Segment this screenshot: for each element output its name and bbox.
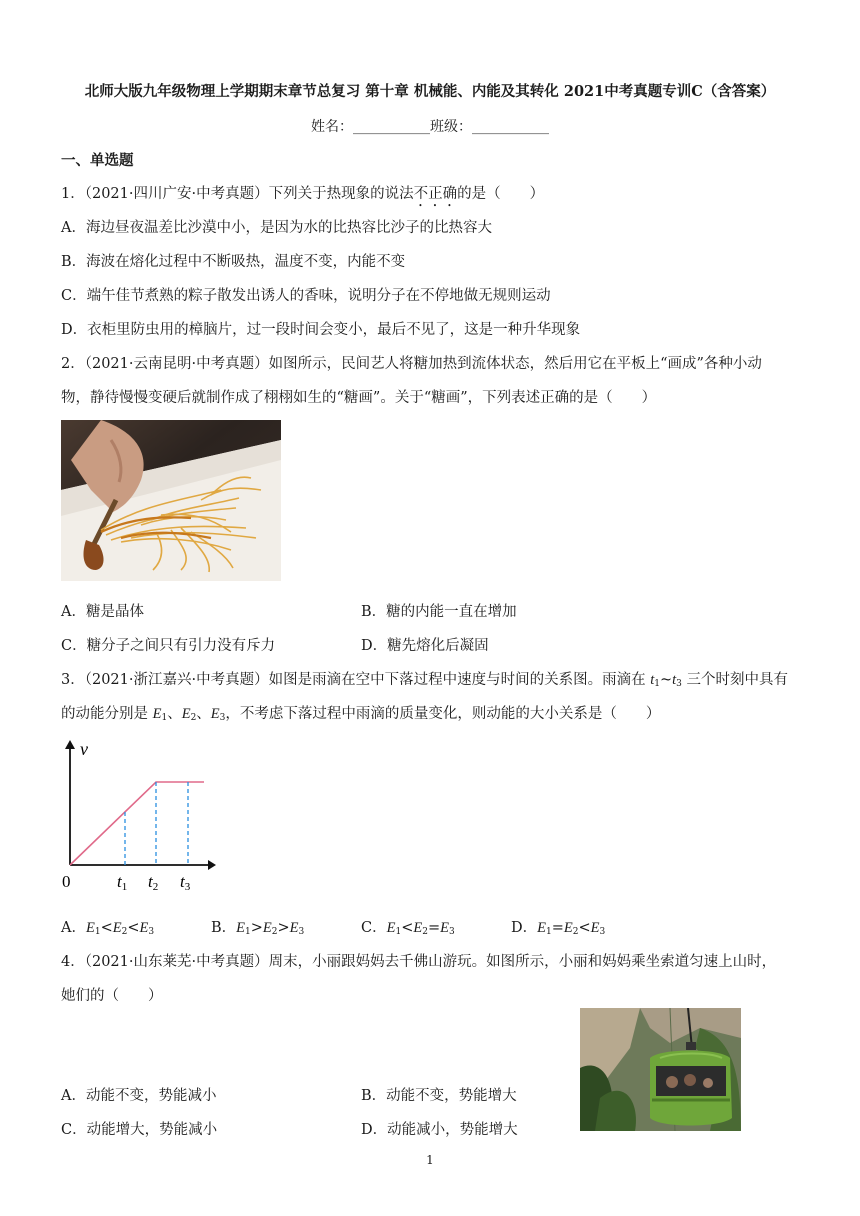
q4-option-a: A．动能不变，势能减小 xyxy=(61,1088,217,1104)
v-label: v xyxy=(80,739,88,759)
t1-label: t1 xyxy=(117,872,128,893)
student-info-line: 姓名：___________班级：___________ xyxy=(311,119,549,135)
t3-label: t3 xyxy=(180,872,191,893)
q4-stem-line1: 4．（2021·山东莱芜·中考真题）周末，小丽跟妈妈去千佛山游玩。如图所示，小丽和妈妈乘坐索道匀速上山时， xyxy=(61,954,777,970)
q4-option-b: B．动能不变，势能增大 xyxy=(361,1088,517,1104)
q2-option-d: D．糖先熔化后凝固 xyxy=(361,638,489,654)
v-axis-arrow xyxy=(65,740,75,749)
q2-option-b: B．糖的内能一直在增加 xyxy=(361,604,517,620)
origin-label: 0 xyxy=(62,872,71,891)
q2-stem-line2: 物，静待慢慢变硬后就制作成了栩栩如生的“糖画”。关于“糖画”，下列表述正确的是（ ） xyxy=(61,390,657,406)
document-title: 北师大版九年级物理上学期期末章节总复习 第十章 机械能、内能及其转化 2021中考真题专训C（含答案） xyxy=(84,83,776,100)
q4-option-c: C．动能增大，势能减小 xyxy=(61,1122,218,1138)
q2-option-a: A．糖是晶体 xyxy=(61,604,144,620)
t-axis-arrow xyxy=(208,860,216,870)
q2-option-c: C．糖分子之间只有引力没有斥力 xyxy=(61,638,276,654)
q4-stem-line2: 她们的（ ） xyxy=(61,988,163,1004)
sugar-painting-photo xyxy=(61,420,281,581)
q1-option-a: A．海边昼夜温差比沙漠中小，是因为水的比热容比沙子的比热容大 xyxy=(61,220,492,236)
q1-option-b: B．海波在熔化过程中不断吸热，温度不变，内能不变 xyxy=(61,254,406,270)
q3-option-a: A．$E_1<E_2<E_3$ xyxy=(61,920,155,937)
q1-emphasis: 不正确 xyxy=(413,186,458,202)
page-number: 1 xyxy=(426,1153,434,1167)
q1-option-c: C．端午佳节煮熟的粽子散发出诱人的香味，说明分子在不停地做无规则运动 xyxy=(61,288,551,304)
q4-option-d: D．动能减小，势能增大 xyxy=(361,1122,518,1138)
q3-stem-line1: 3．（2021·浙江嘉兴·中考真题）如图是雨滴在空中下落过程中速度与时间的关系图。雨滴在 $t_1\sim t_3$ 三个时刻中具有 xyxy=(61,672,788,689)
velocity-time-graph xyxy=(58,735,218,895)
t2-label: t2 xyxy=(148,872,159,893)
q1-option-d: D．衣柜里防虫用的樟脑片，过一段时间会变小，最后不见了，这是一种升华现象 xyxy=(61,322,581,338)
velocity-line xyxy=(70,782,204,865)
q3-option-d: D．$E_1=E_2<E_3$ xyxy=(511,920,606,937)
q2-stem-line1: 2．（2021·云南昆明·中考真题）如图所示，民间艺人将糖加热到流体状态，然后用它在平板上“画成”各种小动 xyxy=(61,356,762,372)
q3-option-b: B．$E_1>E_2>E_3$ xyxy=(211,920,305,937)
section-heading: 一、单选题 xyxy=(61,152,134,169)
cable-car-photo xyxy=(580,1008,741,1131)
q3-option-c: C．$E_1<E_2=E_3$ xyxy=(361,920,455,937)
q3-stem-line2: 的动能分别是 $E_1$、$E_2$、$E_3$，不考虑下落过程中雨滴的质量变化，则动能的大小关系是（ ） xyxy=(61,706,661,723)
q1-stem: 1．（2021·四川广安·中考真题）下列关于热现象的说法不正确的是（ ） xyxy=(61,186,545,202)
